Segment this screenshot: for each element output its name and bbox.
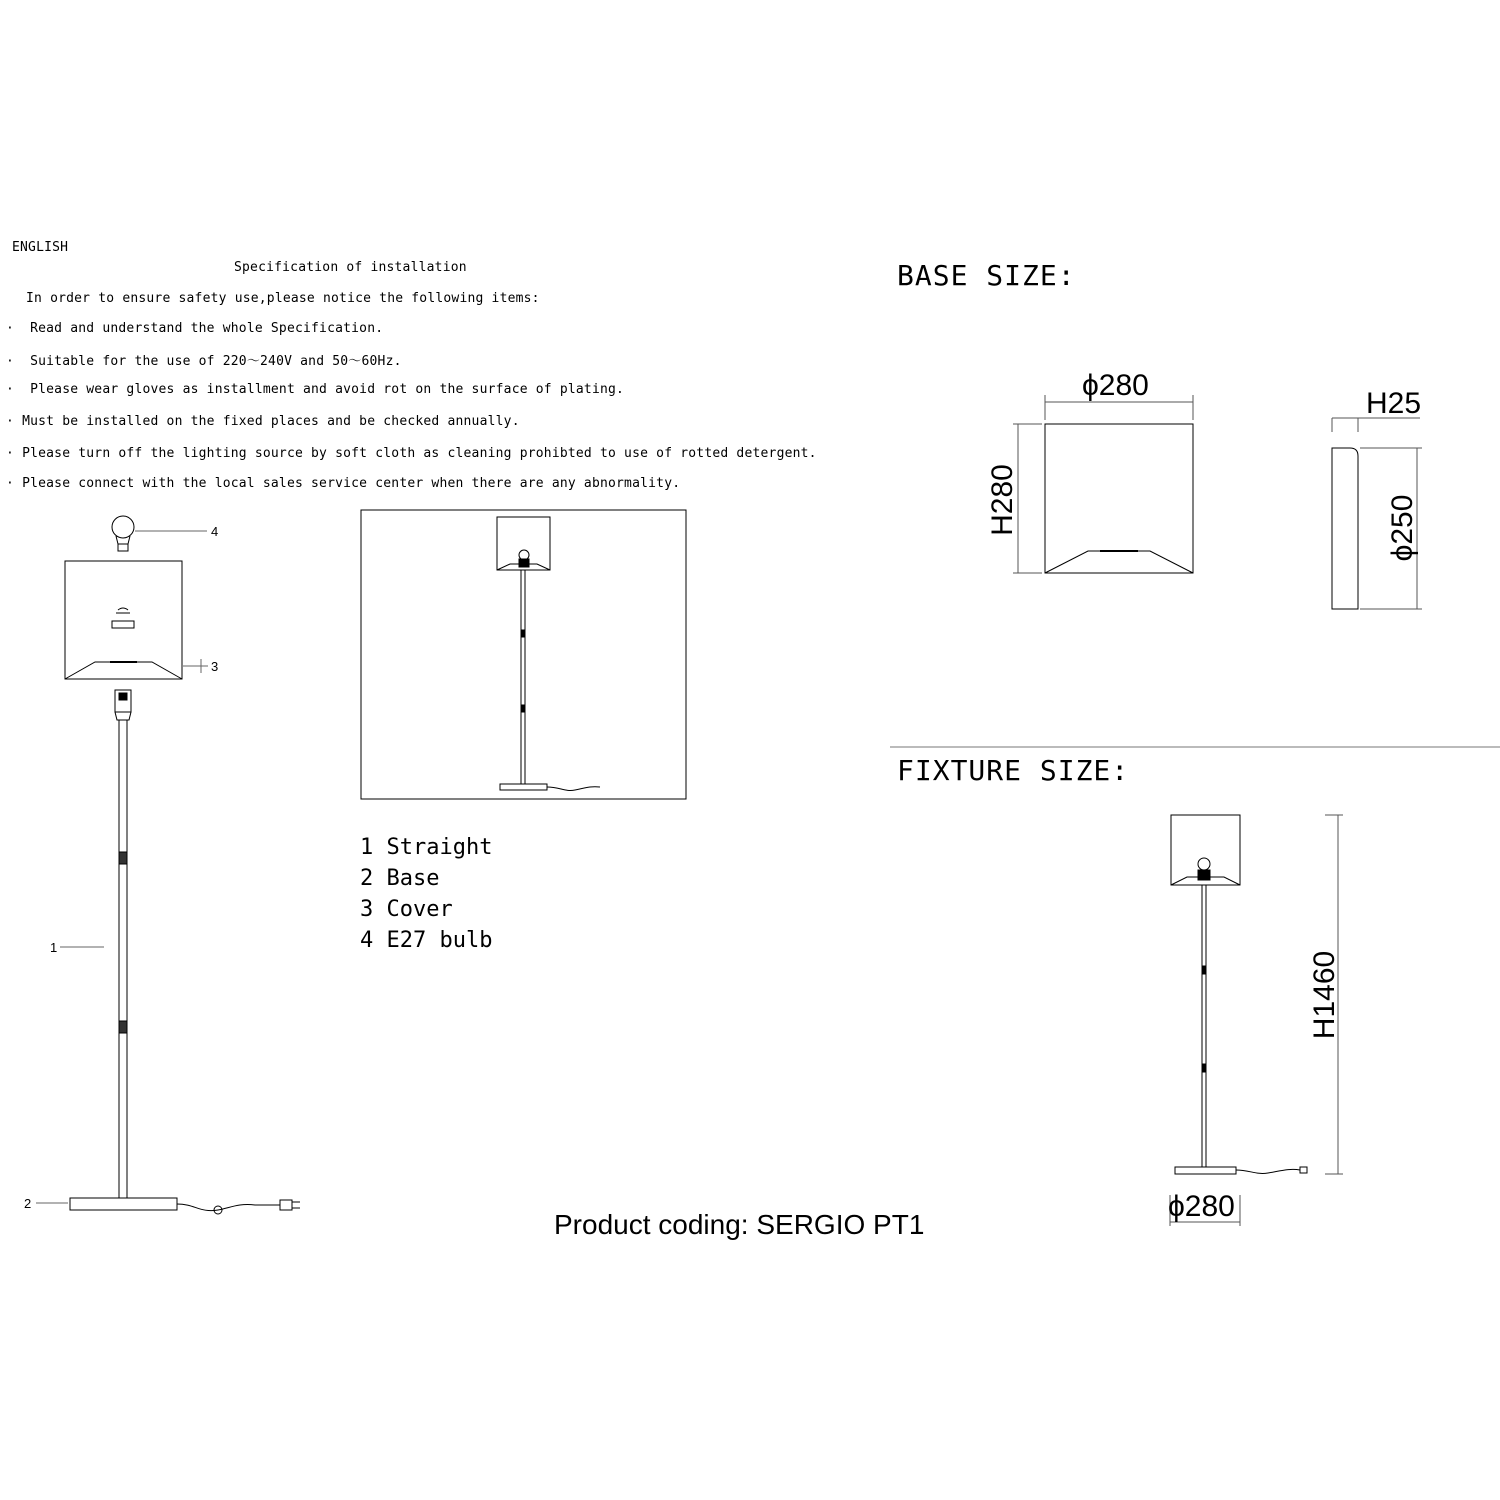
cover-drawing <box>115 690 131 720</box>
bullet-icon: · <box>6 382 15 397</box>
callout-cover: 3 <box>211 659 219 674</box>
language-label: ENGLISH <box>12 240 69 255</box>
parts-legend <box>360 832 492 956</box>
instruction-item: · Please turn off the lighting source by soft cloth as cleaning prohibted to use of rotted detergent. <box>6 446 817 461</box>
bullet-icon: · <box>6 354 15 369</box>
fixture-size-heading: FIXTURE SIZE: <box>897 754 1130 787</box>
base-size-drawing <box>1013 395 1422 609</box>
fixture-base-width-dimension: ϕ280 <box>1168 1190 1235 1223</box>
legend-item: 2 Base <box>360 866 440 891</box>
base-size-heading: BASE SIZE: <box>897 259 1076 292</box>
instructions-title: Specification of installation <box>234 260 467 275</box>
legend-item: 3 Cover <box>360 897 453 922</box>
legend-item: 4 E27 bulb <box>360 928 493 953</box>
callout-straight: 1 <box>50 940 58 955</box>
product-coding: Product coding: SERGIO PT1 <box>554 1209 925 1240</box>
shade-height-dimension: H280 <box>986 464 1019 536</box>
straight-pole-drawing <box>119 720 127 1198</box>
bullet-icon: · <box>6 446 15 461</box>
callout-base: 2 <box>24 1196 32 1211</box>
base-diameter-dimension: ϕ250 <box>1386 494 1419 562</box>
instruction-item: · Read and understand the whole Specification. <box>6 321 384 336</box>
instruction-item: · Suitable for the use of 220～240V and 50～60Hz. <box>6 354 402 369</box>
fixture-height-dimension: H1460 <box>1308 950 1341 1040</box>
instructions-intro: In order to ensure safety use,please notice the following items: <box>26 291 540 306</box>
instruction-item: · Please wear gloves as installment and avoid rot on the surface of plating. <box>6 382 625 397</box>
callout-bulb: 4 <box>211 524 219 539</box>
shade-drawing <box>65 561 182 679</box>
shade-width-dimension: ϕ280 <box>1082 369 1149 402</box>
e27-bulb-icon <box>112 516 134 551</box>
bullet-icon: · <box>6 476 15 491</box>
assembled-lamp-drawing <box>361 510 686 799</box>
base-drawing <box>70 1198 300 1214</box>
bullet-icon: · <box>6 321 15 336</box>
instruction-item: · Please connect with the local sales service center when there are any abnormality. <box>6 476 681 491</box>
base-thickness-dimension: H25 <box>1366 387 1422 420</box>
legend-item: 1 Straight <box>360 835 493 860</box>
bullet-icon: · <box>6 414 15 429</box>
exploded-lamp-drawing <box>36 516 300 1214</box>
instruction-item: · Must be installed on the fixed places and be checked annually. <box>6 414 520 429</box>
